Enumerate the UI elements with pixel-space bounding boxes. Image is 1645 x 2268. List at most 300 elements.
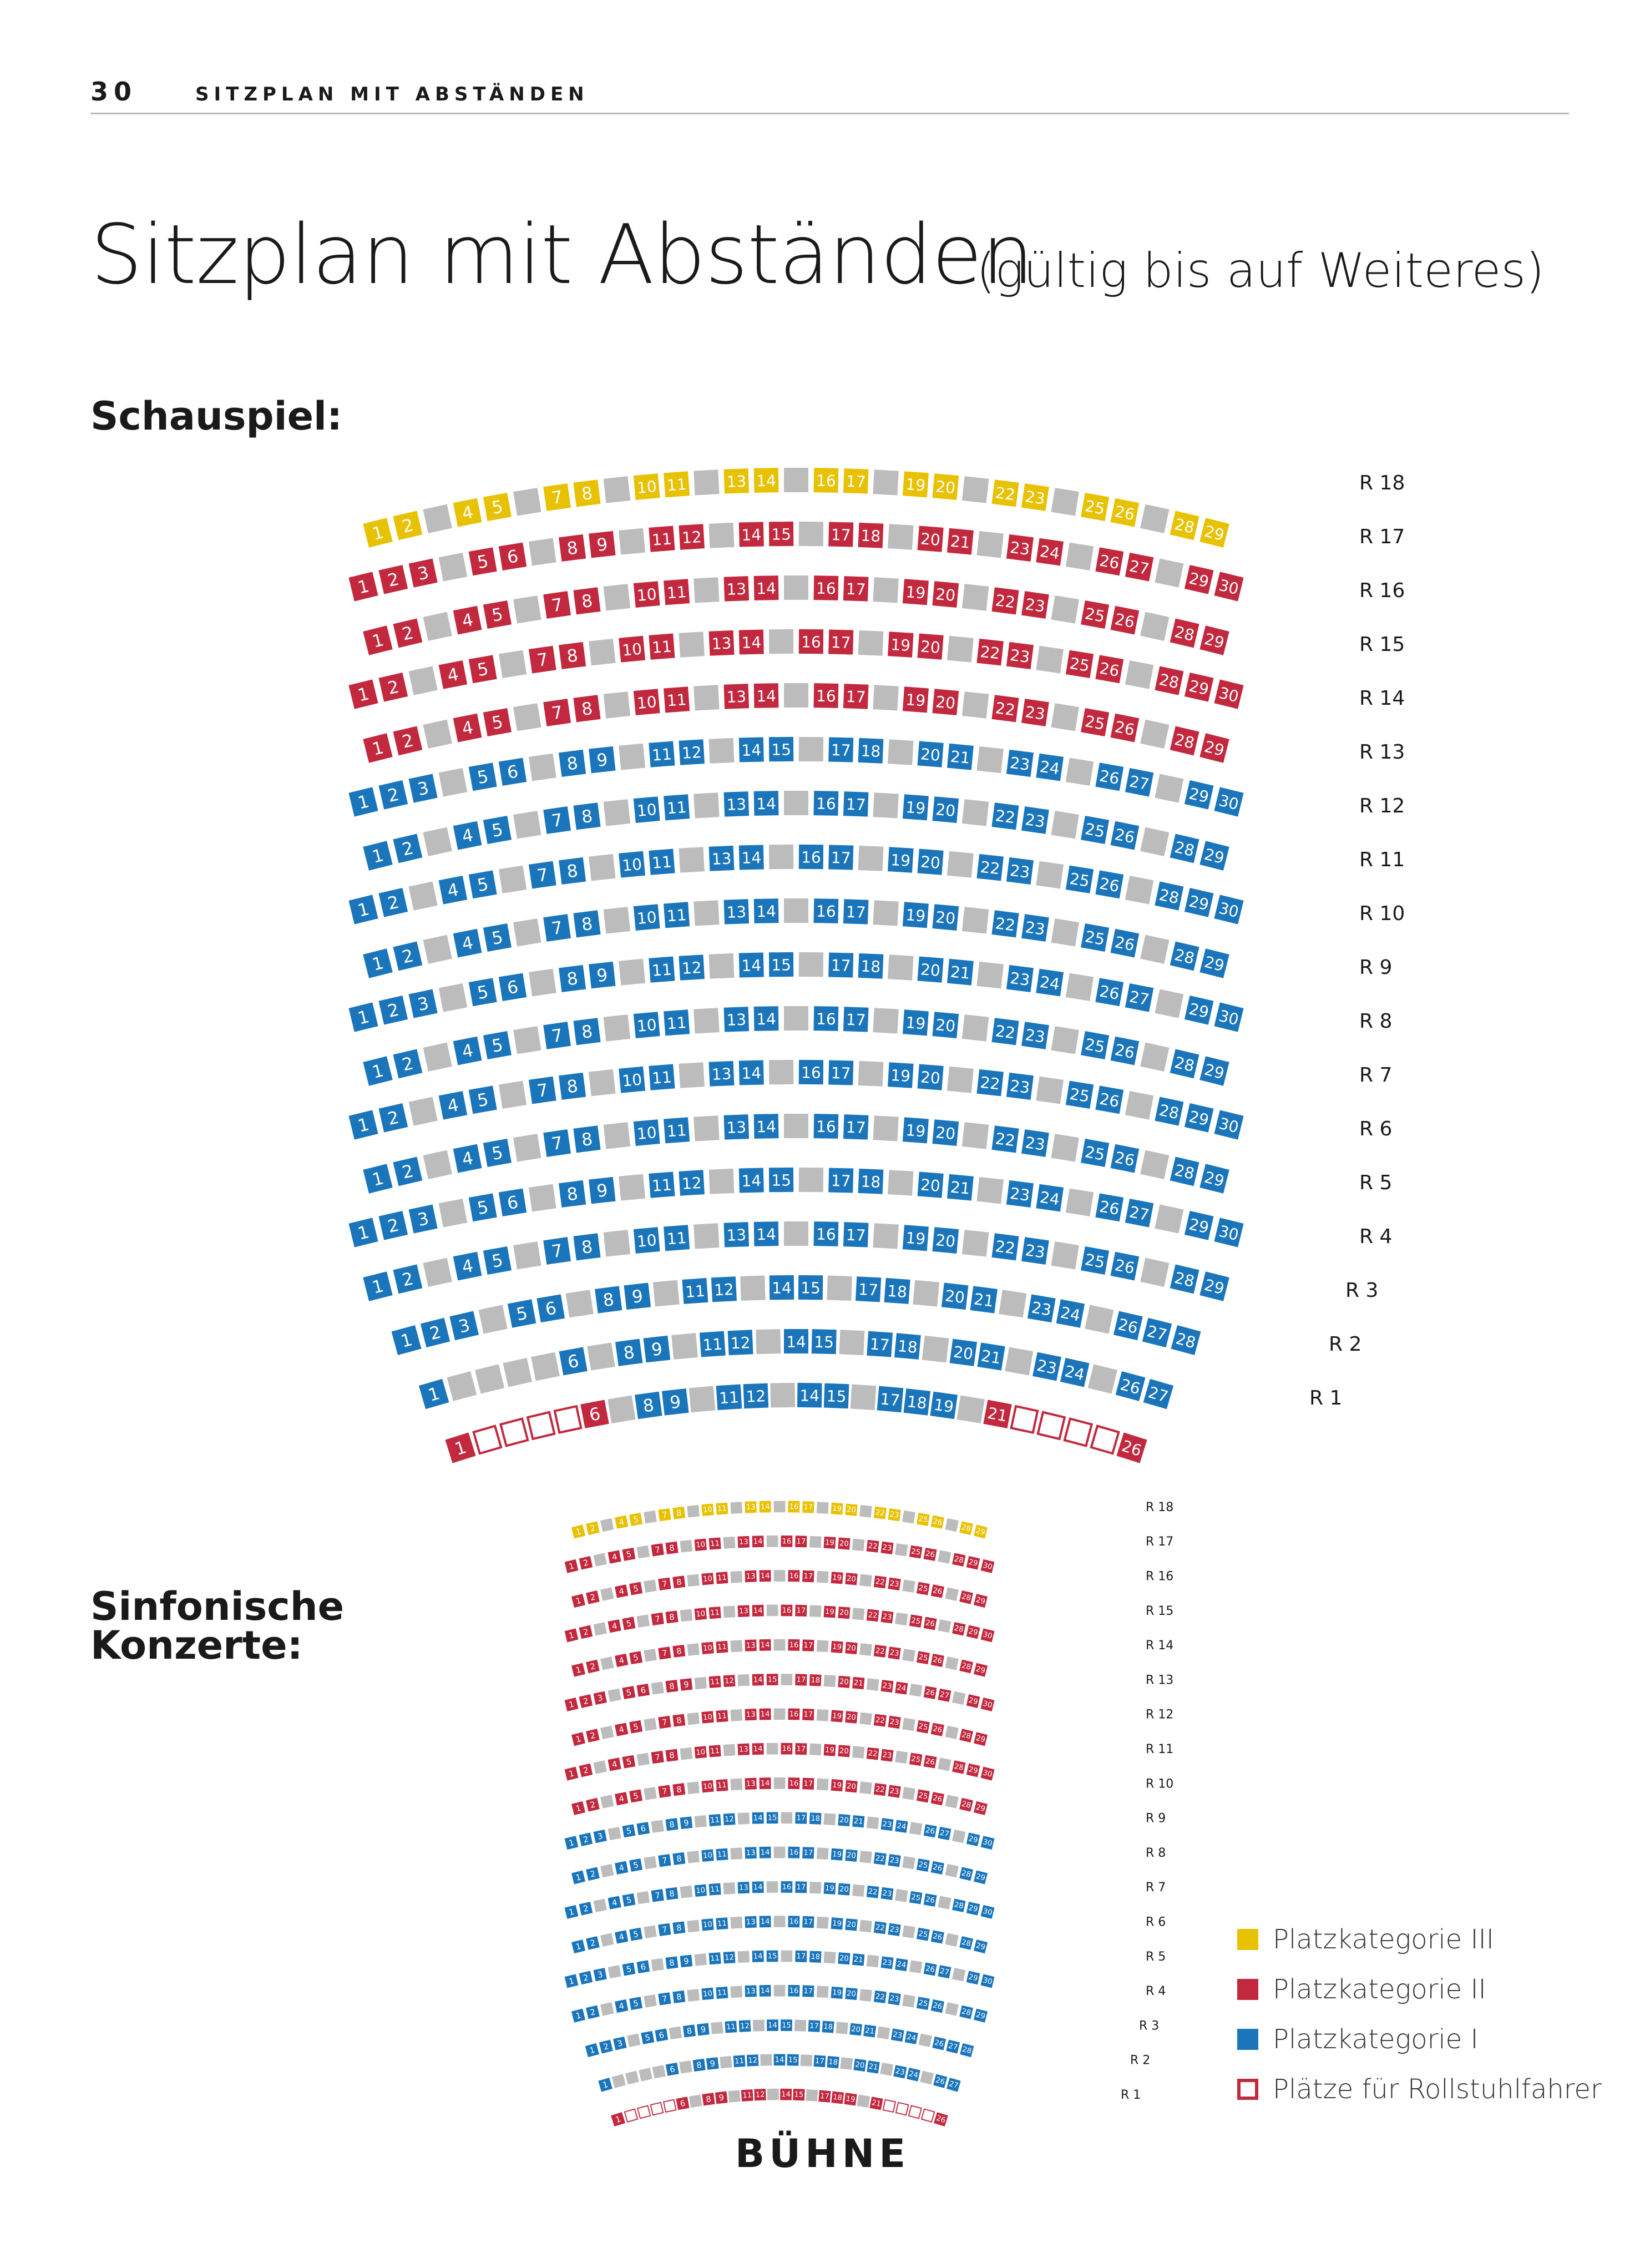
seat <box>867 1540 879 1553</box>
blocked-seat <box>680 1886 693 1898</box>
seat-number: 10 <box>702 1782 713 1791</box>
blocked-seat <box>709 1169 735 1194</box>
blocked-seat <box>852 1746 864 1758</box>
seat-number: 21 <box>980 1346 1003 1368</box>
seat-number: 21 <box>949 747 971 767</box>
blocked-seat <box>1036 861 1064 889</box>
seat-number: 29 <box>1202 952 1227 976</box>
seat <box>802 1570 814 1582</box>
seat <box>977 1342 1005 1370</box>
blocked-seat <box>839 1330 864 1355</box>
seat-number: 22 <box>994 1129 1016 1150</box>
seat <box>679 954 705 981</box>
seat-number: 18 <box>887 1281 908 1302</box>
row-label: R 1 <box>1309 1386 1343 1410</box>
blocked-seat <box>694 1008 719 1033</box>
seat <box>991 802 1019 830</box>
seat-number: 14 <box>753 1883 763 1892</box>
seat-number: 23 <box>889 1786 900 1797</box>
seat <box>593 1968 606 1981</box>
seat-number: 28 <box>960 2007 972 2018</box>
seat-number: 19 <box>824 1607 835 1617</box>
blocked-seat <box>945 1656 959 1670</box>
seat <box>573 910 600 937</box>
seat-number: 10 <box>695 1540 706 1550</box>
seat <box>453 606 482 635</box>
seat <box>781 2019 792 2031</box>
blocked-seat <box>439 1199 468 1228</box>
row-label: R 18 <box>1359 471 1405 494</box>
seat <box>664 1009 690 1035</box>
seat <box>615 1723 628 1736</box>
seat-number: 11 <box>717 1643 727 1652</box>
seat <box>1081 1031 1109 1059</box>
seat <box>1214 1002 1243 1032</box>
seat <box>809 1812 822 1825</box>
seat-number: 14 <box>741 633 762 652</box>
seat <box>905 2031 918 2044</box>
wheelchair-seat <box>883 2100 895 2112</box>
seat <box>932 2037 946 2050</box>
seat <box>716 1987 728 1999</box>
seat <box>1081 493 1109 521</box>
blocked-seat <box>873 469 898 495</box>
seat-number: 4 <box>460 610 475 632</box>
seat-number: 18 <box>811 1814 821 1824</box>
seat-number: 1 <box>568 1907 575 1918</box>
seat-number: 27 <box>939 1690 950 1701</box>
seat <box>665 1956 678 1969</box>
seat <box>877 1386 904 1413</box>
blocked-seat <box>1088 1364 1117 1393</box>
seat-number: 1 <box>370 738 386 760</box>
blocked-seat <box>1140 1150 1169 1179</box>
seat-number: 8 <box>580 590 594 612</box>
seat <box>662 1388 689 1416</box>
seat <box>363 625 392 655</box>
seat-number: 2 <box>589 2007 596 2018</box>
seat <box>1111 929 1140 958</box>
blocked-seat <box>902 1579 915 1593</box>
seat <box>888 1508 900 1521</box>
seat <box>891 2028 904 2042</box>
seat-number: 27 <box>1146 1383 1171 1406</box>
seat <box>745 1847 757 1858</box>
seat-number: 23 <box>1009 968 1031 989</box>
blocked-seat <box>945 1864 959 1878</box>
seat-number: 11 <box>710 1539 720 1549</box>
seat <box>348 787 378 816</box>
seat-row <box>445 1383 1147 1463</box>
seat-row <box>363 791 1229 871</box>
seat <box>1185 673 1214 702</box>
seat-number: 26 <box>1113 1148 1136 1170</box>
seat-number: 23 <box>1024 918 1046 939</box>
seat <box>831 1848 843 1861</box>
seat-number: 28 <box>1173 1329 1198 1352</box>
seat <box>845 1780 857 1792</box>
seat <box>543 914 571 942</box>
seat-number: 5 <box>490 497 505 518</box>
seat <box>680 1678 693 1691</box>
blocked-seat <box>888 739 914 765</box>
blocked-seat <box>902 1994 915 2008</box>
seat <box>918 634 944 660</box>
blocked-seat <box>687 1989 700 2002</box>
seat <box>844 2093 857 2105</box>
seat <box>1021 483 1049 511</box>
seat-number: 6 <box>640 1962 647 1972</box>
seat-number: 4 <box>618 1586 625 1597</box>
seat <box>824 1606 836 1618</box>
seat <box>706 2057 719 2070</box>
seat <box>725 2021 737 2033</box>
seat <box>828 737 853 762</box>
seat <box>813 2055 826 2067</box>
seat <box>724 899 750 925</box>
seat-number: 8 <box>580 913 594 935</box>
blocked-seat <box>817 1640 829 1652</box>
seat-number: 26 <box>932 1932 943 1942</box>
seat <box>781 1605 792 1617</box>
seat <box>672 1783 685 1796</box>
seat <box>739 845 764 870</box>
blocked-seat <box>644 1856 657 1870</box>
seat <box>888 1854 900 1867</box>
seat <box>589 746 616 774</box>
seat <box>483 816 512 844</box>
seat-number: 26 <box>1098 551 1121 573</box>
seat-number: 5 <box>632 1998 640 2009</box>
seat-number: 8 <box>580 1236 594 1258</box>
seat-number: 11 <box>651 745 672 765</box>
seat-number: 22 <box>994 699 1016 720</box>
seat <box>888 1923 900 1936</box>
seat <box>974 2009 988 2023</box>
seat-number: 8 <box>622 1342 636 1364</box>
wheelchair-seat <box>500 1419 528 1446</box>
seat <box>760 1708 771 1720</box>
blocked-seat <box>694 1115 719 1141</box>
seat <box>651 1751 664 1764</box>
blocked-seat <box>962 1230 989 1256</box>
seat <box>831 1503 843 1515</box>
blocked-seat <box>784 898 808 923</box>
blocked-seat <box>730 1847 742 1860</box>
seat <box>565 1559 579 1573</box>
seat <box>903 686 929 713</box>
seat-number: 7 <box>661 1510 668 1521</box>
blocked-seat <box>1125 876 1154 905</box>
seat-number: 8 <box>565 753 579 775</box>
seat-number: 2 <box>582 1696 590 1707</box>
seat-number: 2 <box>589 1868 596 1880</box>
row-label: R 1 <box>1121 2088 1141 2102</box>
seat-number: 19 <box>890 635 911 655</box>
blocked-seat <box>423 1043 452 1072</box>
blocked-seat <box>423 1258 452 1287</box>
seat-number: 9 <box>683 1680 690 1690</box>
seat-number: 25 <box>910 1755 922 1765</box>
seat-number: 24 <box>1039 1188 1061 1209</box>
seat <box>672 1714 685 1727</box>
seat-number: 2 <box>589 1730 596 1741</box>
seat-number: 23 <box>882 1889 893 1899</box>
seat-row <box>363 1006 1229 1086</box>
seat-number: 5 <box>625 1688 632 1698</box>
blocked-seat <box>1036 1077 1064 1104</box>
seat-number: 5 <box>475 659 490 681</box>
blocked-seat <box>680 1540 693 1553</box>
header-section-title: SITZPLAN MIT ABSTÄNDEN <box>195 83 589 105</box>
seat <box>1125 983 1154 1012</box>
seat-number: 16 <box>816 794 836 814</box>
seat-number: 4 <box>611 1621 618 1631</box>
seat-number: 16 <box>782 1606 792 1615</box>
seat-row <box>363 898 1229 978</box>
seat-number: 23 <box>889 1579 900 1589</box>
seat-number: 5 <box>475 551 490 573</box>
seat <box>589 1177 616 1204</box>
seat <box>895 1820 908 1833</box>
blocked-seat <box>1051 703 1079 731</box>
seat <box>930 1392 958 1420</box>
seat-number: 16 <box>789 1572 799 1580</box>
page-number: 30 <box>90 77 138 107</box>
seat-number: 30 <box>1217 1006 1241 1029</box>
seat-number: 13 <box>726 579 747 599</box>
seat <box>795 1812 807 1824</box>
seat <box>802 1709 814 1720</box>
seat-number: 19 <box>890 1065 911 1086</box>
seat <box>738 1882 750 1894</box>
seat-number: 13 <box>738 1745 748 1754</box>
seat <box>658 1992 671 2005</box>
seat <box>593 1691 606 1705</box>
seat <box>934 2112 948 2126</box>
seat-number: 23 <box>1024 1026 1046 1047</box>
blocked-seat <box>918 2033 932 2047</box>
blocked-seat <box>774 1639 786 1651</box>
seat-number: 22 <box>979 1073 1001 1094</box>
seat <box>1095 870 1123 898</box>
seat <box>453 498 482 527</box>
seat-number: 1 <box>356 791 372 814</box>
seat <box>880 1887 893 1900</box>
blocked-seat <box>651 1681 664 1694</box>
wheelchair-seat <box>1038 1412 1065 1439</box>
seat <box>1095 1085 1123 1114</box>
seat <box>767 2019 778 2031</box>
seat <box>959 1798 973 1812</box>
seat <box>769 952 793 977</box>
blocked-seat <box>1085 1305 1113 1333</box>
seat-number: 29 <box>968 1973 979 1983</box>
seat <box>739 629 764 654</box>
blocked-seat <box>859 1920 872 1933</box>
seat-number: 23 <box>889 1994 900 2004</box>
seat-number: 25 <box>1083 820 1106 841</box>
seat <box>1199 948 1229 978</box>
blocked-seat <box>888 524 914 550</box>
seat-number: 11 <box>710 1816 720 1825</box>
seat <box>571 1801 585 1815</box>
seat-number: 7 <box>550 594 564 617</box>
seat-number: 9 <box>595 750 609 771</box>
seat-number: 13 <box>726 902 747 922</box>
blocked-seat <box>529 969 556 997</box>
seat-number: 26 <box>924 1688 936 1698</box>
seat <box>752 1743 764 1755</box>
blocked-seat <box>1140 504 1169 533</box>
seat <box>641 2031 654 2044</box>
seat-number: 19 <box>824 1884 835 1893</box>
blocked-seat <box>695 1815 707 1827</box>
seat <box>1199 625 1229 655</box>
seat <box>672 1991 685 2003</box>
seat-number: 14 <box>756 794 777 814</box>
seat-number: 2 <box>582 1627 590 1638</box>
seat <box>880 1680 893 1693</box>
seat <box>828 522 853 547</box>
seat-number: 23 <box>1024 595 1046 616</box>
blocked-seat <box>976 1177 1004 1204</box>
seat <box>573 1125 600 1153</box>
seat-row <box>571 1501 988 1539</box>
seat <box>629 1858 642 1872</box>
seat-number: 25 <box>918 1929 929 1939</box>
seat-number: 26 <box>1113 502 1136 524</box>
seat-number: 5 <box>475 982 490 1004</box>
seat <box>1095 655 1123 683</box>
seat <box>589 962 616 989</box>
seat <box>665 1818 678 1831</box>
blocked-seat <box>895 1751 908 1764</box>
seat-number: 2 <box>589 1800 596 1810</box>
blocked-seat <box>709 523 735 548</box>
legend-label: Plätze für Rollstuhlfahrer <box>1273 2074 1602 2105</box>
seat <box>814 683 839 708</box>
seat-number: 9 <box>631 1286 644 1307</box>
seat <box>649 1064 675 1090</box>
seat-number: 20 <box>920 1175 942 1195</box>
blocked-seat <box>769 629 793 654</box>
seat <box>863 2024 876 2037</box>
seat <box>974 1663 988 1677</box>
seat <box>664 579 690 605</box>
blocked-seat <box>423 935 452 964</box>
seat <box>858 953 884 979</box>
seat-row <box>565 1812 995 1850</box>
seat-number: 19 <box>832 1850 842 1860</box>
seat <box>924 1824 937 1837</box>
seat-number: 19 <box>832 1711 842 1721</box>
seat <box>802 1916 814 1928</box>
wheelchair-seat <box>664 2100 676 2112</box>
blocked-seat <box>873 900 898 926</box>
blocked-seat <box>499 1081 527 1109</box>
seat-number: 18 <box>906 1392 928 1413</box>
blocked-seat <box>587 1342 615 1370</box>
seat-number: 2 <box>386 999 401 1022</box>
blocked-seat <box>938 1896 951 1910</box>
seat-number: 20 <box>846 1644 857 1653</box>
seat <box>767 1674 778 1685</box>
seat-number: 4 <box>460 933 475 955</box>
blocked-seat <box>852 1885 864 1897</box>
seat <box>586 1660 600 1674</box>
seat-number: 19 <box>905 475 927 495</box>
seat-number: 23 <box>882 1751 893 1761</box>
seat <box>981 1698 995 1711</box>
seat-number: 4 <box>611 1759 618 1770</box>
seat-number: 5 <box>625 1756 632 1767</box>
seat <box>760 1847 771 1858</box>
seat <box>615 1930 628 1943</box>
wheelchair-seat <box>555 1406 581 1432</box>
seat-number: 26 <box>924 1964 936 1974</box>
seat-number: 13 <box>726 795 747 815</box>
seat <box>838 1883 850 1896</box>
seat <box>838 1952 850 1964</box>
blocked-seat <box>809 1536 822 1548</box>
seat <box>586 1867 600 1881</box>
seat-number: 25 <box>1083 1143 1106 1164</box>
seat-number: 17 <box>796 1537 806 1546</box>
seat-number: 14 <box>741 526 762 544</box>
seating-section-sinfonische-konzerte <box>565 1501 1174 2126</box>
seat-number: 8 <box>676 1785 682 1795</box>
blocked-seat <box>909 1960 923 1973</box>
seat-number: 5 <box>632 1791 640 1802</box>
seat-number: 9 <box>709 2059 716 2069</box>
seat <box>981 1905 995 1919</box>
seat <box>795 1674 807 1685</box>
seat <box>824 1537 836 1549</box>
seat <box>1066 650 1094 678</box>
seat <box>845 1988 857 2000</box>
seat-number: 17 <box>846 579 867 599</box>
seat <box>622 1963 635 1976</box>
seat-number: 13 <box>726 1118 747 1138</box>
legend-item-kat2 <box>1237 1964 1602 2014</box>
seat-number: 13 <box>746 1503 756 1512</box>
seat <box>869 2097 883 2110</box>
blocked-seat <box>644 1718 657 1731</box>
seat-number: 17 <box>879 1390 901 1410</box>
blocked-seat <box>619 959 645 986</box>
seat-number: 2 <box>400 1053 416 1075</box>
blocked-seat <box>604 691 630 718</box>
seat <box>635 1392 662 1420</box>
seat-number: 26 <box>932 2001 943 2012</box>
page-subtitle: (gültig bis auf Weiteres) <box>976 243 1545 299</box>
seat <box>483 1031 512 1059</box>
seat <box>469 762 497 791</box>
seat <box>378 1211 408 1240</box>
blocked-seat <box>687 1851 700 1863</box>
seat-number: 28 <box>1157 885 1181 908</box>
blocked-seat <box>513 488 541 516</box>
seat-number: 13 <box>711 849 732 869</box>
blocked-seat <box>824 1675 836 1687</box>
blocked-seat <box>652 2065 666 2078</box>
seat-number: 30 <box>1217 898 1241 922</box>
seat-number: 22 <box>994 591 1016 612</box>
seat <box>754 898 779 923</box>
seat <box>754 1006 779 1031</box>
seat <box>974 1732 988 1746</box>
